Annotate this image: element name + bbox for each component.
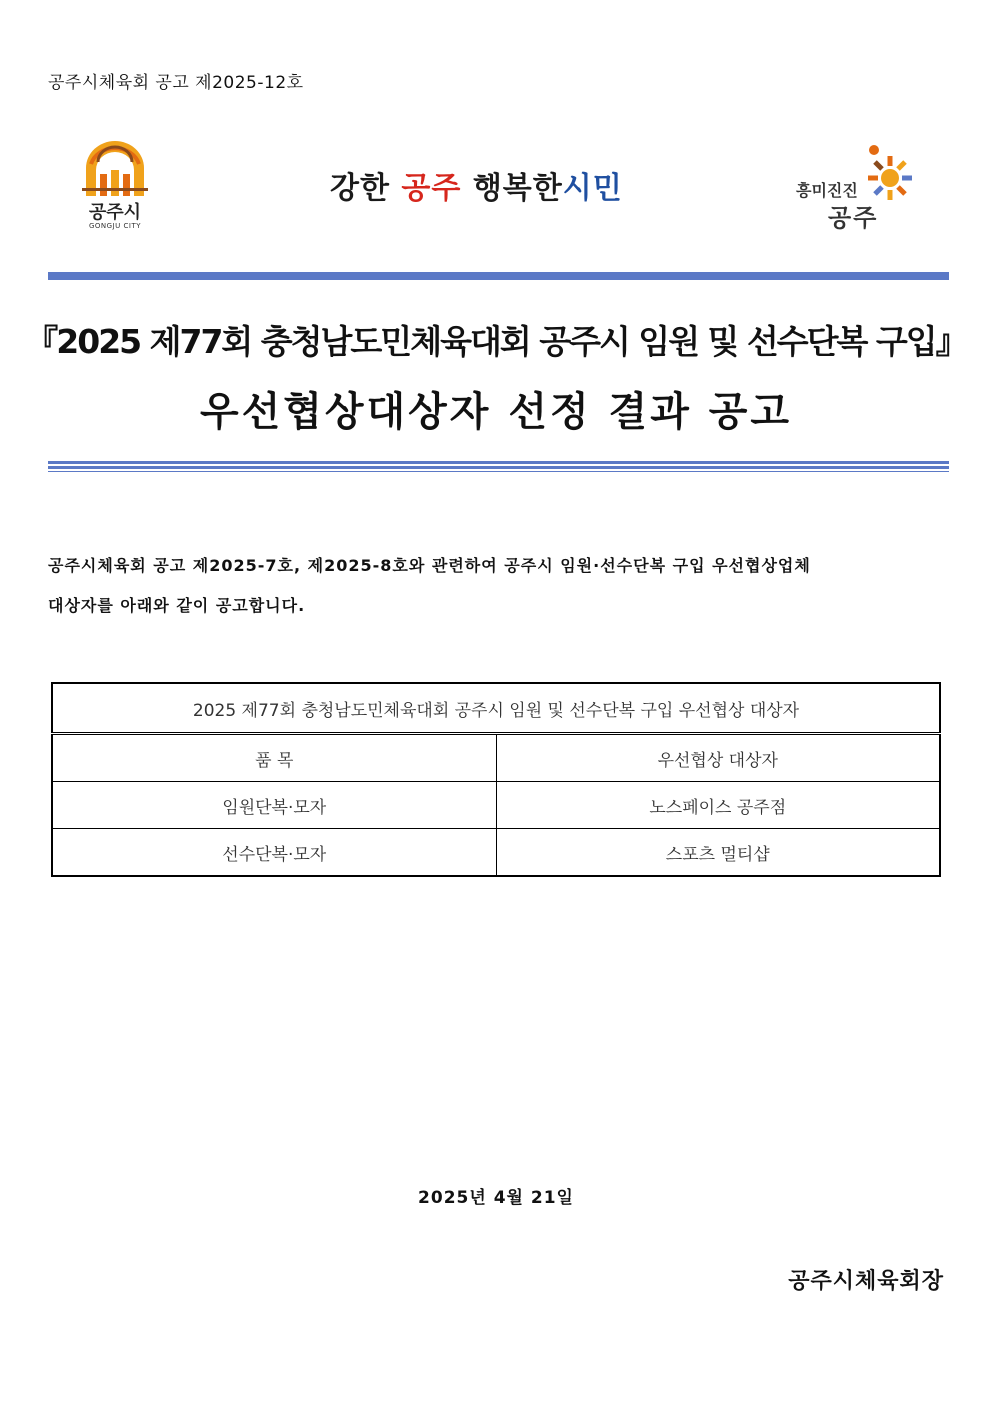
slogan-part2: 공주 xyxy=(401,171,462,206)
table-header-cell: 우선협상 대상자 xyxy=(496,734,940,782)
body-line: 공주시체육회 공고 제2025-7호, 제2025-8호와 관련하여 공주시 임원·선수단복 구입 우선협상업체 xyxy=(48,556,811,575)
top-rule xyxy=(48,272,949,280)
page-title: 『2025 제77회 충청남도민체육대회 공주시 임원 및 선수단복 구입』 xyxy=(25,322,967,361)
logo-city-name-en: GONGJU CITY xyxy=(88,222,141,230)
table-header-cell: 품 목 xyxy=(52,734,496,782)
result-table xyxy=(51,682,941,877)
slogan-part4: 시민 xyxy=(562,171,623,206)
sun-icon xyxy=(862,142,916,206)
logo-city-name: 공주시 xyxy=(88,202,142,223)
table-row xyxy=(52,829,940,877)
gongju-city-logo xyxy=(78,140,152,235)
table-row xyxy=(52,782,940,829)
table-cell: 임원단복·모자 xyxy=(52,782,496,829)
slogan-part1: 강한 xyxy=(330,171,402,206)
logo-right-line1: 흥미진진 xyxy=(796,181,858,200)
bottom-rule xyxy=(48,461,949,464)
notice-date: 2025년 4월 21일 xyxy=(418,1188,574,1208)
bottom-rule xyxy=(48,466,949,469)
heungmi-gongju-logo xyxy=(796,142,916,234)
body-line: 대상자를 아래와 같이 공고합니다. xyxy=(48,596,306,615)
table-header-row xyxy=(52,734,940,782)
gate-arch-icon xyxy=(78,140,152,198)
page-subtitle: 우선협상대상자 선정 결과 공고 xyxy=(199,389,793,435)
body-paragraph xyxy=(48,546,948,626)
bottom-rule xyxy=(48,471,949,472)
slogan-part3: 행복한 xyxy=(461,171,563,206)
table-cell: 노스페이스 공주점 xyxy=(496,782,940,829)
table-cell: 선수단복·모자 xyxy=(52,829,496,877)
signer: 공주시체육회장 xyxy=(788,1269,944,1294)
table-caption-row xyxy=(52,683,940,734)
logo-right-line2: 공주 xyxy=(828,204,879,232)
slogan xyxy=(330,163,650,207)
notice-number: 공주시체육회 공고 제2025-12호 xyxy=(48,73,304,93)
table-cell: 스포츠 멀티샵 xyxy=(496,829,940,877)
table-caption: 2025 제77회 충청남도민체육대회 공주시 임원 및 선수단복 구입 우선협상 대상자 xyxy=(52,683,940,734)
